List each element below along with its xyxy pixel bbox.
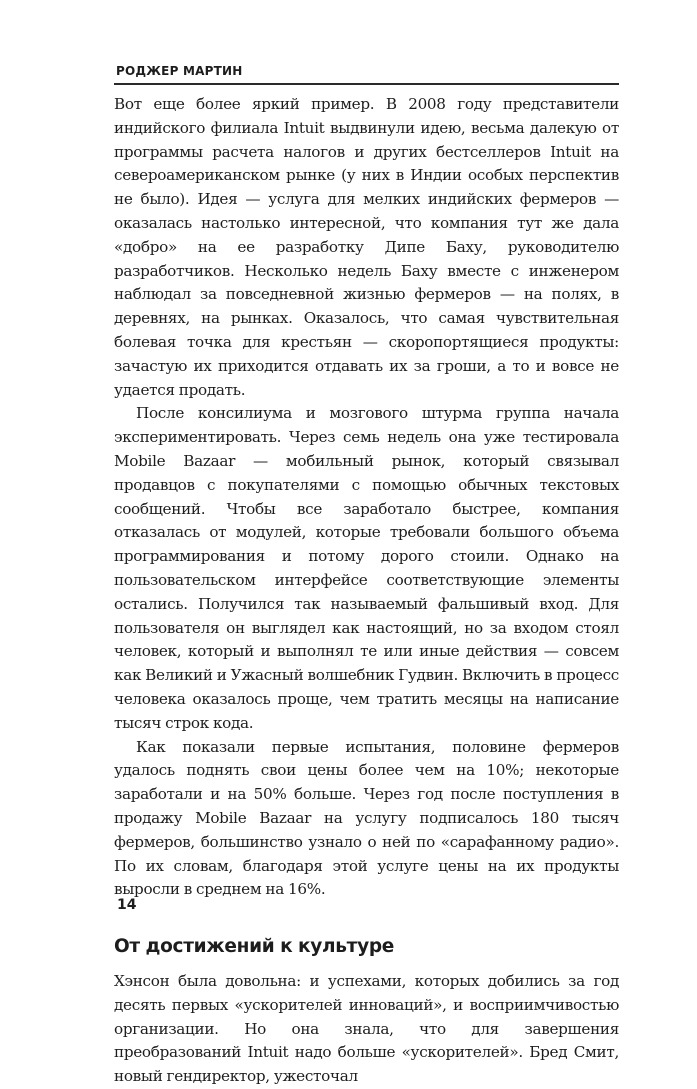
section-heading: От достижений к культуре	[114, 936, 395, 958]
page-body	[114, 93, 619, 1089]
paragraph-results: Как показали первые испытания, половине фермеров удалось поднять свои цены более чем на 10%; некоторые заработали и на 50% больше. Через год после поступления в продажу Mobile Bazaar на услугу подписалось 180 тысяч фермеров, большинство узнало о ней по «сарафанному радио». По их словам, благодаря этой услуге цены на их продукты выросли в среднем на 16%.	[114, 737, 619, 899]
paragraph-culture: Хэнсон была довольна: и успехами, которых добились за год десять первых «ускорителей инноваций», и восприимчивостью организации. Но она знала, что для завершения преобразований Intuit надо больше «ускорителей». Бред Смит, новый гендиректор, ужесточал	[114, 972, 619, 1086]
header-divider	[114, 83, 619, 85]
paragraph-mobile-bazaar-idea: Вот еще более яркий пример. В 2008 году представители индийского филиала Intuit выдвинули идею, весьма далекую от программы расчета налогов и других бестселлеров Intuit на североамериканском рынке (у них в Индии особых перспектив не было). Идея — услуга для мелких индийских фермеров — оказалась настолько интересной, что компания тут же дала «добро» на ее разработку Дипе Баху, руководителю разработчиков. Несколько недель Баху вместе с инженером наблюдал за повседневной жизнью фермеров — на полях, в деревнях, на рынках. Оказалось, что самая чувствительная болевая точка для крестьян — скоропортящиеся продукты: зачастую их приходится отдавать их за гроши, а то и вовсе не удается продать.	[114, 95, 619, 399]
paragraph-experiment: После консилиума и мозгового штурма группа начала экспериментировать. Через семь недель она уже тестировала Mobile Bazaar — мобильный рынок, который связывал продавцов с покупателями с помощью обычных текстовых сообщений. Чтобы все заработало быстрее, компания отказалась от модулей, которые требовали большого объема программирования и потому дорого стоили. Однако на пользовательском интерфейсе соответствующие элементы остались. Получился так называемый фальшивый вход. Для пользователя он выглядел как настоящий, но за входом стоял человек, который и выполнял те или иные действия — совсем как Великий и Ужасный волшебник Гудвин. Включить в процесс человека оказалось проще, чем тратить месяцы на написание тысяч строк кода.	[114, 404, 619, 732]
running-head-author: РОДЖЕР МАРТИН	[116, 64, 243, 78]
page-number: 14	[117, 897, 137, 913]
